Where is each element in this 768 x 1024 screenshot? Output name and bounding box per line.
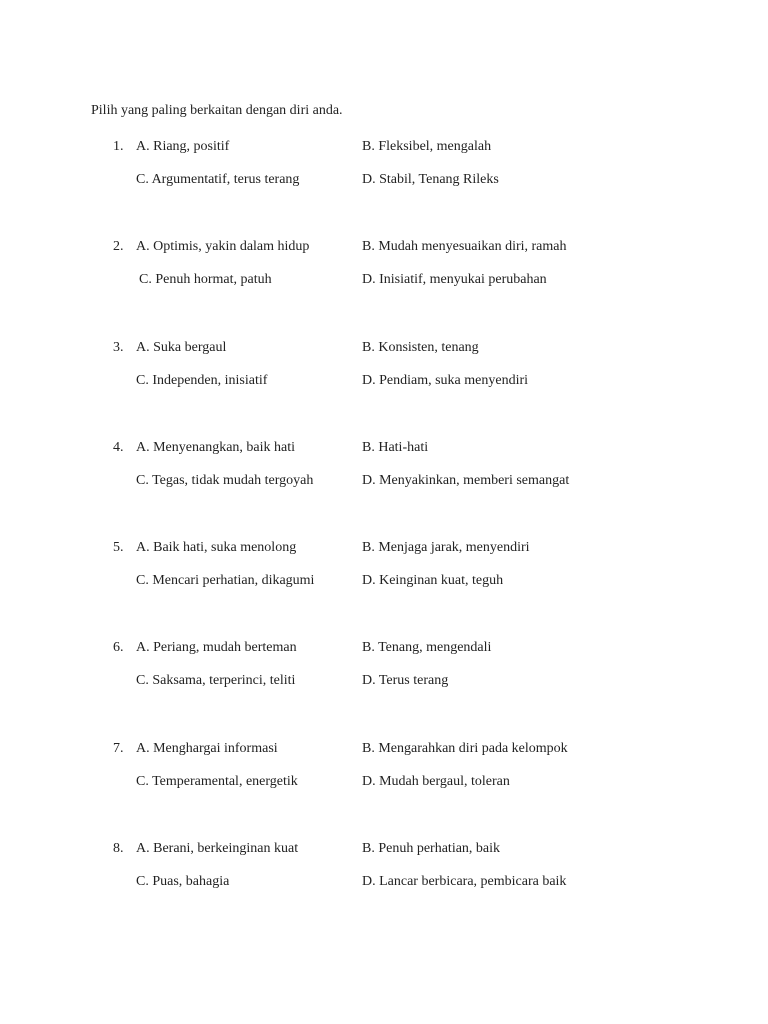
- option-d: D. Stabil, Tenang Rileks: [362, 172, 499, 187]
- option-c: C. Penuh hormat, patuh: [139, 272, 272, 287]
- instruction-text: Pilih yang paling berkaitan dengan diri anda.: [91, 103, 343, 118]
- question-number: 2.: [113, 239, 124, 254]
- question-number: 3.: [113, 340, 124, 355]
- option-a: A. Menyenangkan, baik hati: [136, 440, 296, 455]
- question-5: [0, 540, 768, 610]
- option-a: A. Suka bergaul: [136, 340, 227, 355]
- option-c: C. Puas, bahagia: [136, 874, 230, 889]
- option-d: D. Terus terang: [362, 673, 449, 688]
- option-b: B. Tenang, mengendali: [362, 640, 492, 655]
- option-b: B. Hati-hati: [362, 440, 429, 455]
- question-3: [0, 340, 768, 410]
- option-c: C. Tegas, tidak mudah tergoyah: [136, 473, 314, 488]
- option-d: D. Pendiam, suka menyendiri: [362, 373, 529, 388]
- option-d: D. Inisiatif, menyukai perubahan: [362, 272, 547, 287]
- option-a: A. Riang, positif: [136, 139, 230, 154]
- option-b: B. Penuh perhatian, baik: [362, 841, 501, 856]
- question-number: 5.: [113, 540, 124, 555]
- question-number: 6.: [113, 640, 124, 655]
- question-7: [0, 741, 768, 811]
- option-c: C. Saksama, terperinci, teliti: [136, 673, 296, 688]
- question-6: [0, 640, 768, 710]
- option-b: B. Menjaga jarak, menyendiri: [362, 540, 530, 555]
- option-b: B. Mudah menyesuaikan diri, ramah: [362, 239, 567, 254]
- question-number: 8.: [113, 841, 124, 856]
- option-a: A. Berani, berkeinginan kuat: [136, 841, 299, 856]
- option-c: C. Independen, inisiatif: [136, 373, 268, 388]
- option-c: C. Temperamental, energetik: [136, 774, 298, 789]
- option-a: A. Optimis, yakin dalam hidup: [136, 239, 310, 254]
- option-c: C. Argumentatif, terus terang: [136, 172, 300, 187]
- question-number: 7.: [113, 741, 124, 756]
- option-a: A. Baik hati, suka menolong: [136, 540, 297, 555]
- option-a: A. Periang, mudah berteman: [136, 640, 297, 655]
- question-8: [0, 841, 768, 911]
- option-a: A. Menghargai informasi: [136, 741, 278, 756]
- option-d: D. Menyakinkan, memberi semangat: [362, 473, 570, 488]
- option-d: D. Mudah bergaul, toleran: [362, 774, 510, 789]
- question-number: 4.: [113, 440, 124, 455]
- option-b: B. Mengarahkan diri pada kelompok: [362, 741, 568, 756]
- question-number: 1.: [113, 139, 124, 154]
- question-1: [0, 139, 768, 209]
- question-2: [0, 239, 768, 309]
- option-c: C. Mencari perhatian, dikagumi: [136, 573, 315, 588]
- option-b: B. Fleksibel, mengalah: [362, 139, 492, 154]
- question-4: [0, 440, 768, 510]
- option-d: D. Keinginan kuat, teguh: [362, 573, 504, 588]
- option-b: B. Konsisten, tenang: [362, 340, 479, 355]
- option-d: D. Lancar berbicara, pembicara baik: [362, 874, 567, 889]
